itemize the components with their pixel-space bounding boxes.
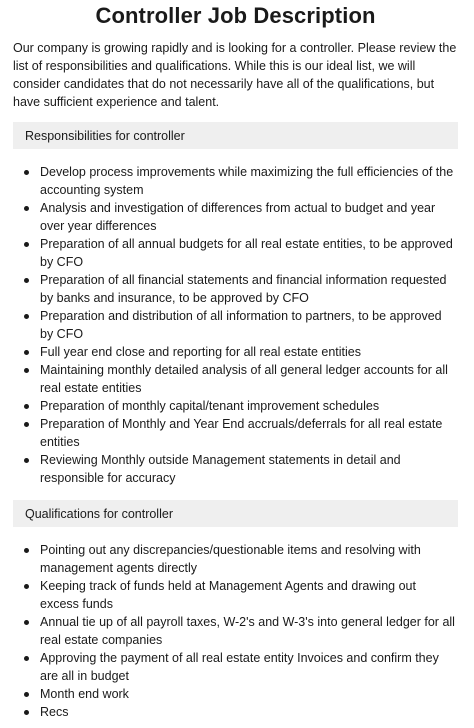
list-item (13, 577, 458, 613)
list-item-text: Analysis and investigation of differences from actual to budget and year over year differences (40, 201, 436, 233)
list-item (13, 199, 458, 235)
list-item (13, 649, 458, 685)
list-item-text: Maintaining monthly detailed analysis of all general ledger accounts for all real estate entities (40, 363, 448, 395)
bullet-icon (24, 710, 29, 715)
list-item-text: Pointing out any discrepancies/questionable items and resolving with management agents directly (40, 543, 421, 575)
list-item-text: Recs (40, 705, 69, 719)
list-item-text: Approving the payment of all real estate entity Invoices and confirm they are all in budget (40, 651, 439, 683)
bullet-icon (24, 404, 29, 409)
page-title: Controller Job Description (95, 3, 376, 28)
bullet-icon (24, 350, 29, 355)
list-item (13, 613, 458, 649)
list-item-text: Preparation of monthly capital/tenant improvement schedules (40, 399, 380, 413)
list-item-text: Preparation of all financial statements and financial information requested by banks and insurance, to be approved by CFO (40, 273, 447, 305)
list-item (13, 541, 458, 577)
bullet-icon (24, 368, 29, 373)
list-item-text: Preparation of Monthly and Year End accruals/deferrals for all real estate entities (40, 417, 443, 449)
list-item-text: Develop process improvements while maximizing the full efficiencies of the accounting system (40, 165, 454, 197)
bullet-icon (24, 656, 29, 661)
list-item (13, 163, 458, 199)
list-item-text: Preparation of all annual budgets for all real estate entities, to be approved by CFO (40, 237, 453, 269)
bullet-icon (24, 458, 29, 463)
qualifications-list (13, 541, 458, 721)
list-item-text: Preparation and distribution of all information to partners, to be approved by CFO (40, 309, 442, 341)
list-item (13, 271, 458, 307)
bullet-icon (24, 692, 29, 697)
list-item-text: Annual tie up of all payroll taxes, W-2's and W-3's into general ledger for all real estate companies (40, 615, 455, 647)
bullet-icon (24, 278, 29, 283)
list-item-text: Keeping track of funds held at Management Agents and drawing out excess funds (40, 579, 416, 611)
bullet-icon (24, 548, 29, 553)
bullet-icon (24, 584, 29, 589)
list-item (13, 343, 458, 361)
intro-paragraph: Our company is growing rapidly and is looking for a controller. Please review the list of responsibilities and qualifications. While this is our ideal list, we will consider candidates that do not necessarily have all of the qualifications, but have sufficient experience and talent. (13, 41, 457, 109)
list-item-text: Full year end close and reporting for all real estate entities (40, 345, 362, 359)
list-item (13, 415, 458, 451)
bullet-icon (24, 422, 29, 427)
responsibilities-list (13, 163, 458, 487)
bullet-icon (24, 620, 29, 625)
bullet-icon (24, 206, 29, 211)
list-item (13, 451, 458, 487)
bullet-icon (24, 242, 29, 247)
bullet-icon (24, 170, 29, 175)
qualifications-header: Qualifications for controller (13, 500, 458, 527)
responsibilities-header: Responsibilities for controller (13, 122, 458, 149)
list-item (13, 307, 458, 343)
list-item (13, 685, 458, 703)
list-item (13, 703, 458, 721)
list-item-text: Month end work (40, 687, 129, 701)
list-item-text: Reviewing Monthly outside Management statements in detail and responsible for accuracy (40, 453, 401, 485)
list-item (13, 235, 458, 271)
list-item (13, 397, 458, 415)
list-item (13, 361, 458, 397)
bullet-icon (24, 314, 29, 319)
